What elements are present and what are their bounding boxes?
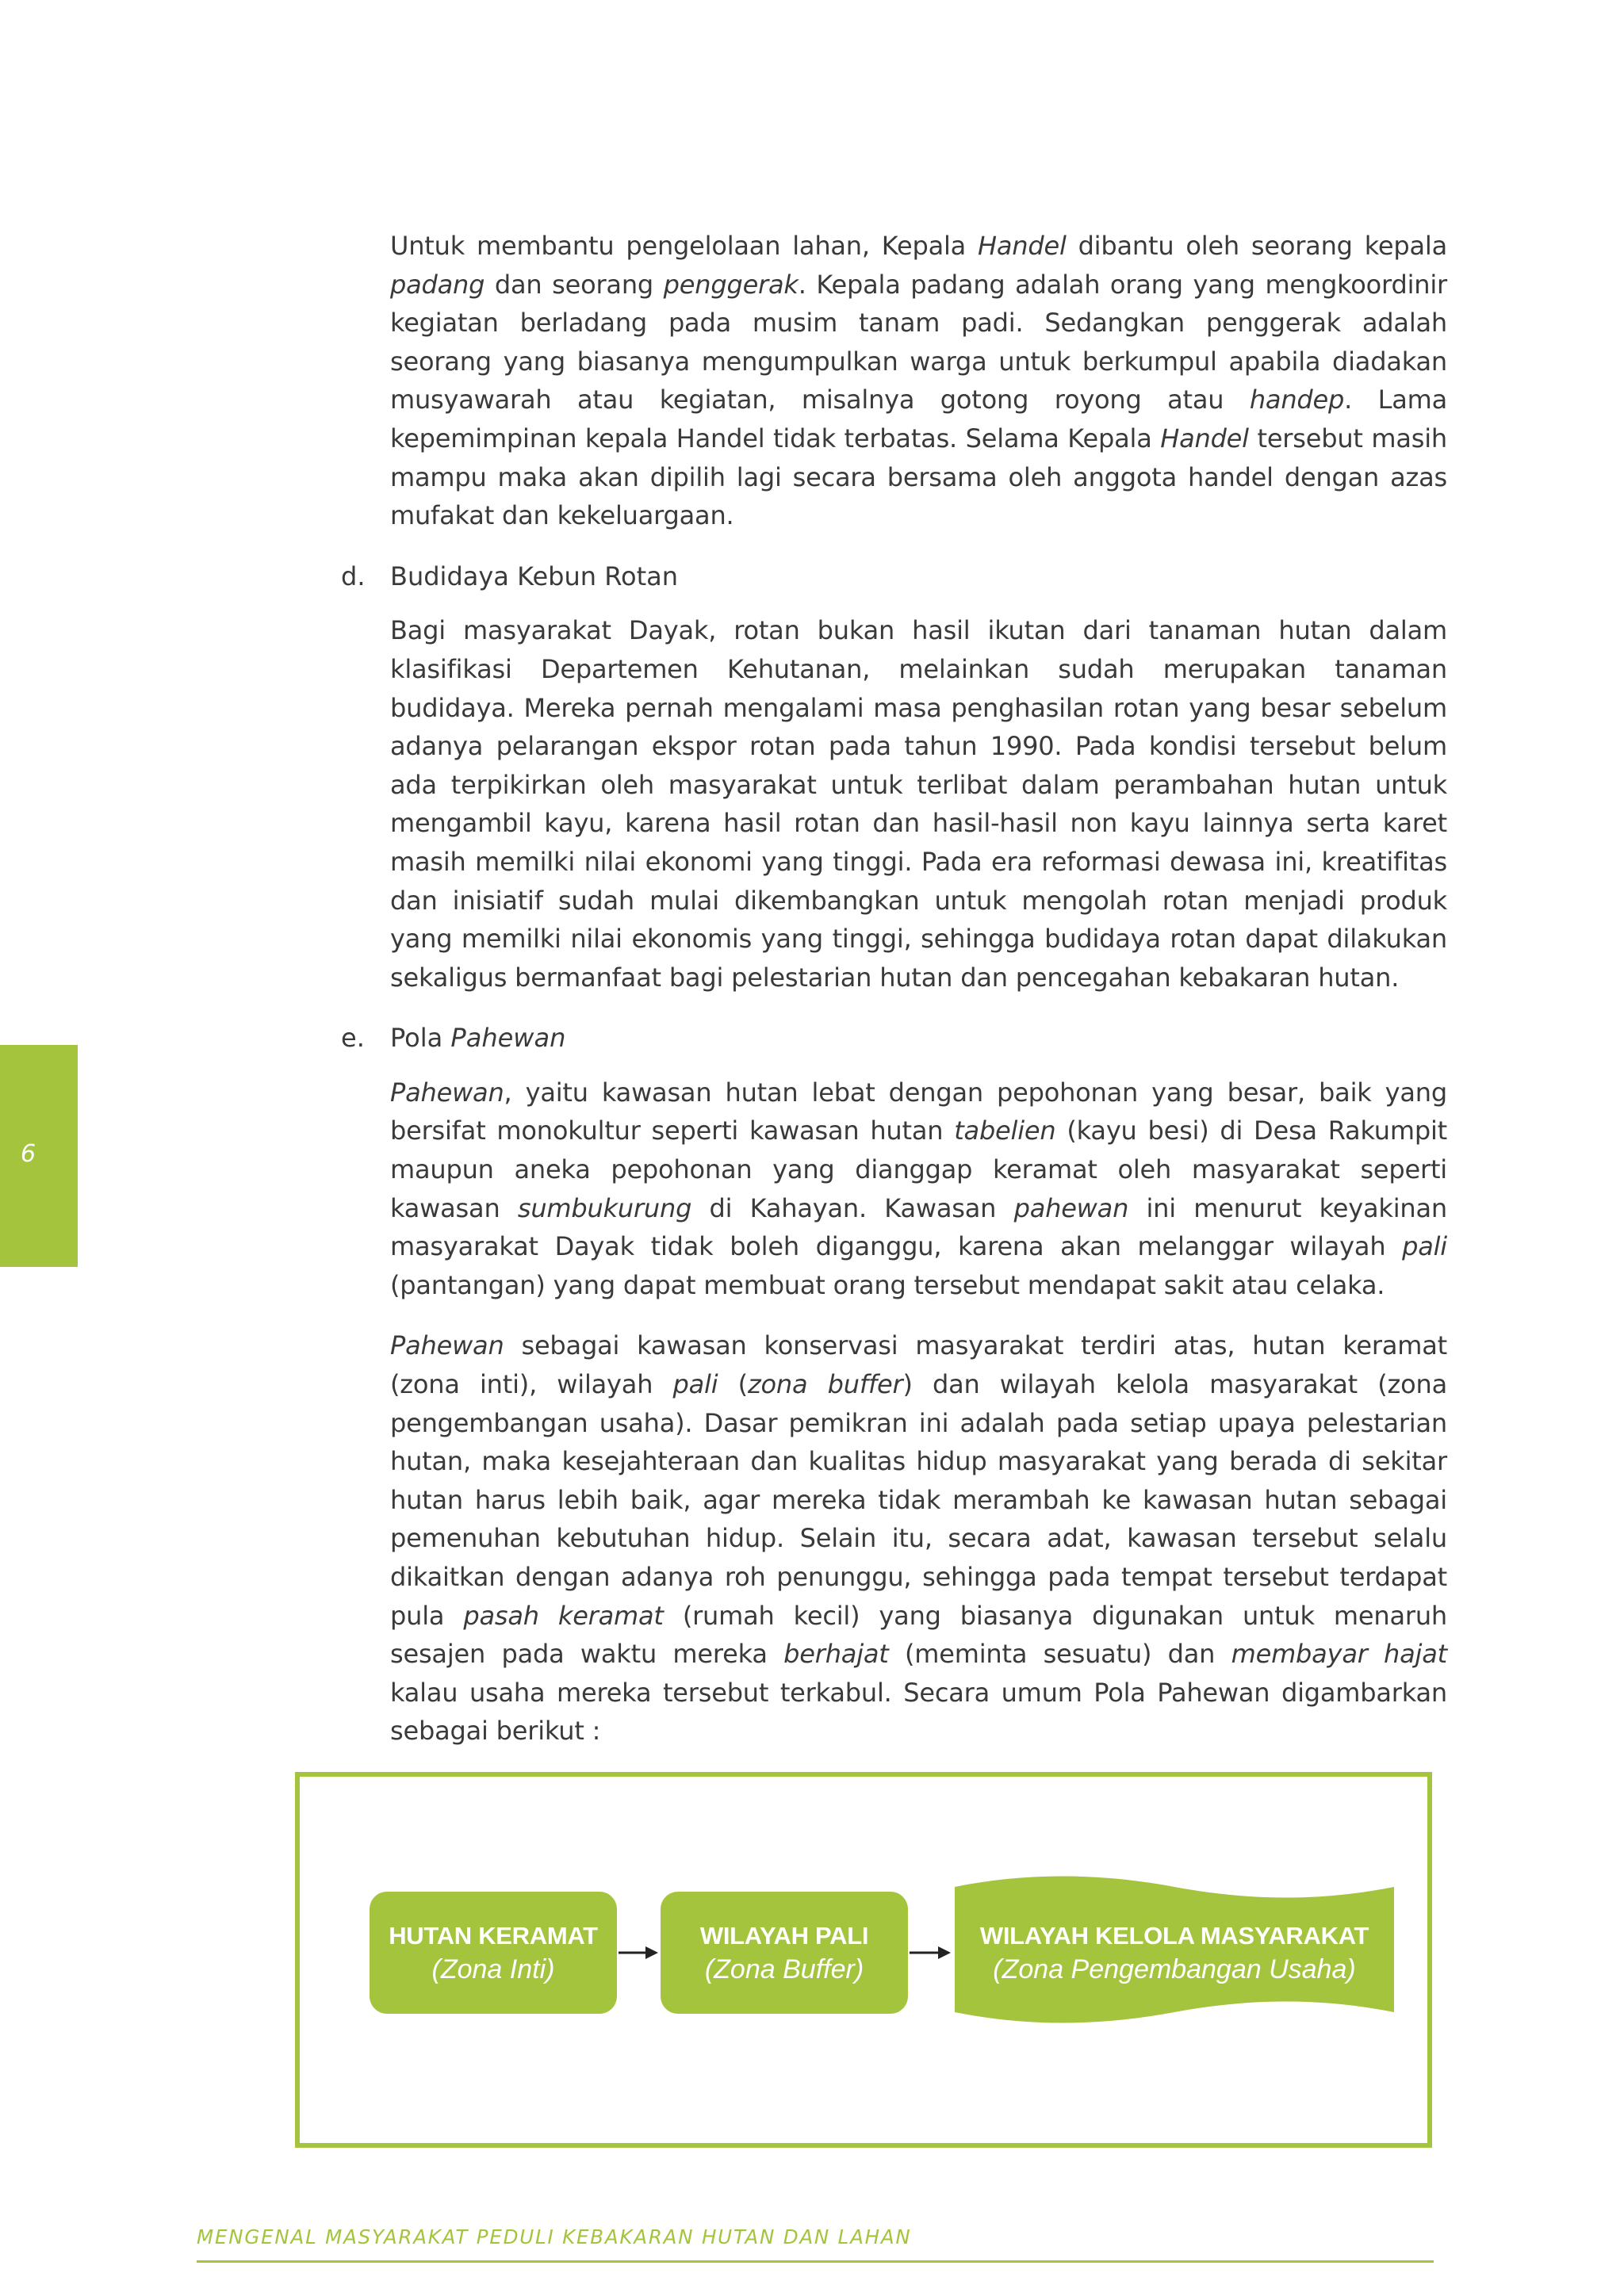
page-number: 6 bbox=[21, 1140, 36, 1168]
content bbox=[341, 227, 1447, 1773]
zone-box-wilayah-kelola bbox=[955, 1876, 1394, 2030]
zone-title: WILAYAH PALI bbox=[699, 1922, 869, 1950]
intro-paragraph: Untuk membantu pengelolaan lahan, Kepala Handel dibantu oleh seorang kepala padang dan seorang penggerak. Kepala padang adalah orang yang mengkoordinir kegiatan berladang pada musim tanam padi. Sedangkan penggerak adalah seorang yang biasanya mengumpulkan warga untuk berkumpul apabila diadakan musyawarah atau kegiatan, misalnya gotong royong atau handep. Lama kepemimpinan kepala Handel tidak terbatas. Selama Kepala Handel tersebut masih mampu maka akan dipilih lagi secara bersama oleh anggota handel dengan azas mufakat dan kekeluargaan. bbox=[390, 231, 1447, 531]
section-e-heading bbox=[341, 1019, 1447, 1058]
section-d-heading bbox=[341, 557, 1447, 596]
section-e-letter: e. bbox=[341, 1023, 365, 1054]
arrow-right-icon bbox=[910, 1944, 952, 1961]
pahewan-diagram bbox=[295, 1772, 1432, 2148]
section-d-letter: d. bbox=[341, 561, 366, 591]
zone-label bbox=[980, 1919, 1369, 1986]
section-e-title: Pola Pahewan bbox=[390, 1023, 566, 1054]
section-d-title: Budidaya Kebun Rotan bbox=[390, 561, 679, 591]
zone-box-hutan-keramat bbox=[370, 1892, 617, 2014]
zone-title: HUTAN KERAMAT bbox=[389, 1922, 598, 1950]
zone-title: WILAYAH KELOLA MASYARAKAT bbox=[979, 1922, 1369, 1950]
section-d-paragraph: Bagi masyarakat Dayak, rotan bukan hasil ikutan dari tanaman hutan dalam klasifikasi Departemen Kehutanan, melainkan sudah merupakan tanaman budidaya. Mereka pernah mengalami masa penghasilan rotan yang besar sebelum adanya pelarangan ekspor rotan pada tahun 1990. Pada kondisi tersebut belum ada terpikirkan oleh masyarakat untuk terlibat dalam perambahan hutan untuk mengambil kayu, karena hasil rotan dan hasil-hasil non kayu lainnya serta karet masih memilki nilai ekonomi yang tinggi. Pada era reformasi dewasa ini, kreatifitas dan inisiatif sudah mulai dikembangkan untuk mengolah rotan menjadi produk yang memilki nilai ekonomis yang tinggi, sehingga budidaya rotan dapat dilakukan sekaligus bermanfaat bagi pelestarian hutan dan pencegahan kebakaran hutan. bbox=[390, 615, 1447, 993]
zone-subtitle: (Zona Inti) bbox=[431, 1954, 555, 1984]
zone-subtitle: (Zona Buffer) bbox=[704, 1954, 864, 1984]
footer-divider bbox=[197, 2260, 1434, 2263]
zone-box-wilayah-pali bbox=[661, 1892, 908, 2014]
zone-subtitle: (Zona Pengembangan Usaha) bbox=[993, 1954, 1356, 1984]
arrow-right-icon bbox=[619, 1944, 660, 1961]
footer-title: MENGENAL MASYARAKAT PEDULI KEBAKARAN HUTAN DAN LAHAN bbox=[197, 2225, 912, 2248]
section-e-paragraph-1: Pahewan, yaitu kawasan hutan lebat dengan pepohonan yang besar, baik yang bersifat monokultur seperti kawasan hutan tabelien (kayu besi) di Desa Rakumpit maupun aneka pepohonan yang dianggap keramat oleh masyarakat seperti kawasan sumbukurung di Kahayan. Kawasan pahewan ini menurut keyakinan masyarakat Dayak tidak boleh diganggu, karena akan melanggar wilayah pali (pantangan) yang dapat membuat orang tersebut mendapat sakit atau celaka. bbox=[390, 1077, 1447, 1300]
page-tab bbox=[0, 1045, 78, 1267]
section-e-paragraph-2: Pahewan sebagai kawasan konservasi masyarakat terdiri atas, hutan keramat (zona inti), wilayah pali (zona buffer) dan wilayah kelola masyarakat (zona pengembangan usaha). Dasar pemikran ini adalah pada setiap upaya pelestarian hutan, maka kesejahteraan dan kualitas hidup masyarakat yang berada di sekitar hutan harus lebih baik, agar mereka tidak merambah ke kawasan hutan sebagai pemenuhan kebutuhan hidup. Selain itu, secara adat, kawasan tersebut selalu dikaitkan dengan adanya roh penunggu, sehingga pada tempat tersebut terdapat pula pasah keramat (rumah kecil) yang biasanya digunakan untuk menaruh sesajen pada waktu mereka berhajat (meminta sesuatu) dan membayar hajat kalau usaha mereka tersebut terkabul. Secara umum Pola Pahewan digambarkan sebagai berikut : bbox=[390, 1330, 1447, 1747]
